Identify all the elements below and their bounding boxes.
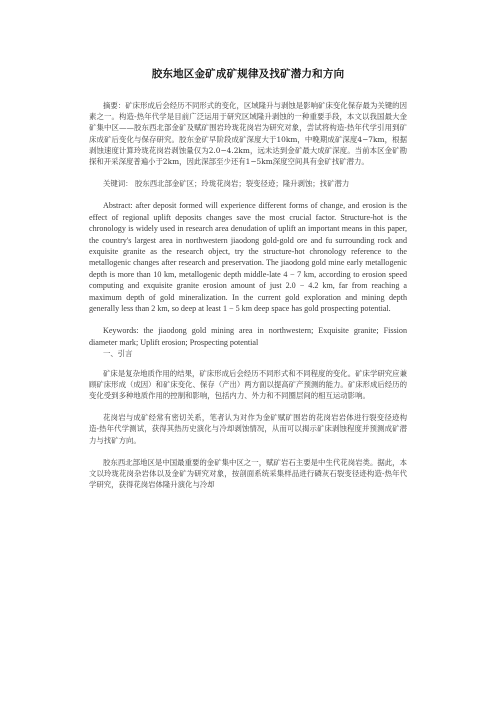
paper-body bbox=[89, 62, 407, 490]
abstract-cn: 摘要：矿床形成后会经历不同形式的变化，区域隆升与剥蚀是影响矿床变化保存最为关键的因素之一。构造-热年代学是目前广泛运用于研究区域隆升剥蚀的一种重要手段，本文以我国最大金矿集中区——胶东西北部金矿及赋矿围岩玲珑花岗岩为研究对象，尝试将构造-热年代学引用到矿床成矿后变化与保存研究。胶东金矿早阶段成矿深度大于10km，中晚期成矿深度4−7km，根据剥蚀速度计算玲珑花岗岩剥蚀量仅为2.0−4.2km，远未达到金矿最大成矿深度。当前本区金矿勘探和开采深度普遍小于2km，因此深部至少还有1−5km深度空间具有金矿找矿潜力。 bbox=[89, 101, 407, 167]
paper-title: 胶东地区金矿成矿规律及找矿潜力和方向 bbox=[151, 68, 345, 80]
keywords-cn: 关键词： 胶东西北部金矿区；玲珑花岗岩；裂变径迹；隆升剥蚀；找矿潜力 bbox=[103, 179, 350, 189]
paragraph-2: 花岗岩与成矿经常有密切关系，笔者认为对作为金矿赋矿围岩的花岗岩岩体进行裂变径迹构造-热年代学测试，获得其热历史演化与冷却剥蚀情况，从而可以揭示矿床剥蚀程度并预测成矿潜力与找矿方向。 bbox=[89, 413, 407, 445]
section-heading-introduction: 一、引言 bbox=[103, 349, 133, 359]
paragraph-1: 矿床是复杂地质作用的结果，矿床形成后会经历不同形式和不同程度的变化。矿床学研究应兼顾矿床形成（成因）和矿床变化、保存（产出）两方面以提高矿产预测的能力。矿床形成后经历的变化受到多种地质作用的控制和影响，包括内力、外力和不同圈层间的相互运动影响。 bbox=[89, 368, 407, 400]
abstract-en: Abstract: after deposit formed will experience different forms of change, and erosion is the effect of regional uplift deposits changes save the most crucial factor. Structure-hot is the chronology is widely used in research area denudation of uplift an important means in this paper, the country's largest area in northwestern jiaodong gold-gold ore and fu surrounding rock and exquisite granite as the research object, try the structure-hot chronology reference to the metallogenic changes after research and preservation. The jiaodong gold mine early metallogenic depth is more than 10 km, metallogenic depth middle-late 4 − 7 km, according to erosion speed computing and exquisite granite erosion amount of just 2.0 − 4.2 km, far from reaching a maximum depth of gold mineralization. In the current gold exploration and mining depth generally less than 2 km, so deep at least 1 − 5 km deep space has gold prospecting potential. bbox=[89, 201, 407, 314]
keywords-en: Keywords: the jiaodong gold mining area in northwestern; Exquisite granite; Fission diameter mark; Uplift erosion; Prospecting potential bbox=[89, 326, 407, 347]
paragraph-3: 胶东西北部地区是中国最重要的金矿集中区之一，赋矿岩石主要是中生代花岗岩类。据此，本文以玲珑花岗杂岩体以及金矿为研究对象，按剖面系统采集样品进行磷灰石裂变径迹构造-热年代学研究，获得花岗岩体隆升演化与冷却 bbox=[89, 457, 407, 490]
